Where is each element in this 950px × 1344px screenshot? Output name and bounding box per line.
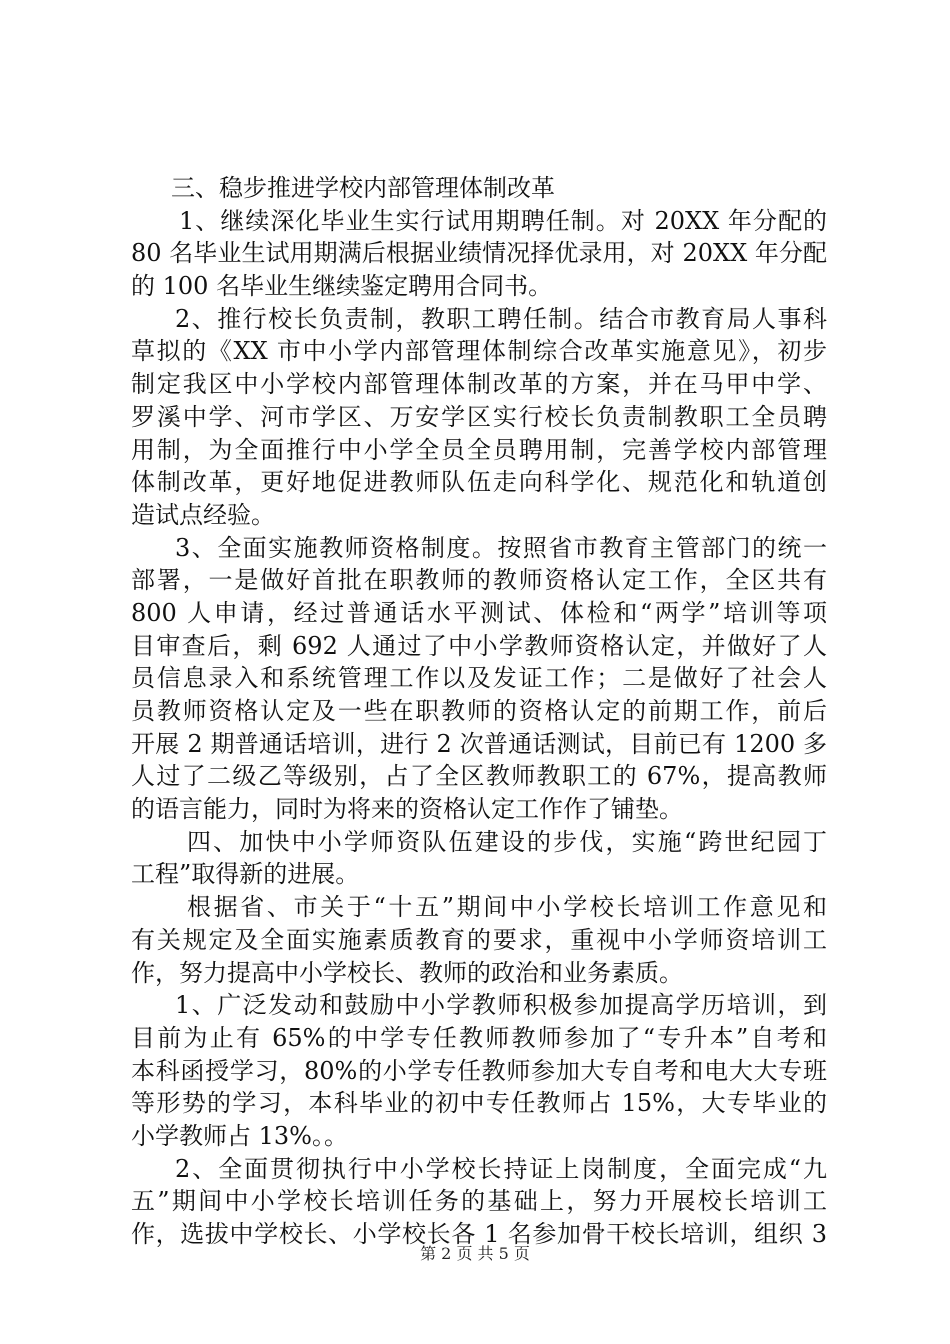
paragraph-line: 等形势的学习，本科毕业的初中专任教师占 15%，大专毕业的 <box>131 1089 827 1118</box>
paragraph-line: 1、广泛发动和鼓励中小学教师积极参加提高学历培训，到 <box>175 991 827 1020</box>
paragraph-line: 罗溪中学、河市学区、万安学区实行校长负责制教职工全员聘 <box>131 402 827 431</box>
paragraph-line: 作，选拔中学校长、小学校长各 1 名参加骨干校长培训，组织 3 <box>131 1220 827 1248</box>
section-heading-four: 四、加快中小学师资队伍建设的步伐，实施“跨世纪园丁 <box>187 827 827 856</box>
page-number-footer: 第 2 页 共 5 页 <box>420 1244 530 1263</box>
paragraph-line: 2、全面贯彻执行中小学校长持证上岗制度，全面完成“九 <box>175 1154 827 1183</box>
paragraph-line: 用制，为全面推行中小学全员全员聘用制，完善学校内部管理 <box>131 435 827 464</box>
paragraph-line: 员教师资格认定及一些在职教师的资格认定的前期工作，前后 <box>131 697 827 725</box>
paragraph-line: 员信息录入和系统管理工作以及发证工作；二是做好了社会人 <box>131 664 827 693</box>
paragraph-line: 本科函授学习，80%的小学专任教师参加大专自考和电大大专班 <box>131 1056 827 1085</box>
paragraph-line: 目前为止有 65%的中学专任教师教师参加了“专升本”自考和 <box>131 1023 827 1052</box>
paragraph-line: 1、继续深化毕业生实行试用期聘任制。对 20XX 年分配的 <box>179 206 827 235</box>
paragraph-line: 80 名毕业生试用期满后根据业绩情况择优录用，对 20XX 年分配 <box>131 239 827 268</box>
paragraph-line: 作，努力提高中小学校长、教师的政治和业务素质。 <box>131 958 683 987</box>
paragraph-line: 体制改革，更好地促进教师队伍走向科学化、规范化和轨道创 <box>131 468 827 497</box>
section-heading-four: 工程”取得新的进展。 <box>131 860 360 889</box>
paragraph-line: 部署，一是做好首批在职教师的教师资格认定工作，全区共有 <box>131 566 827 595</box>
paragraph-line: 目审查后，剩 692 人通过了中小学教师资格认定，并做好了人 <box>131 631 827 660</box>
paragraph-line: 2、推行校长负责制，教职工聘任制。结合市教育局人事科 <box>175 304 827 333</box>
document-body <box>131 172 827 1251</box>
paragraph-line: 人过了二级乙等级别，占了全区教师教职工的 67%，提高教师 <box>131 762 827 791</box>
section-heading-three: 三、稳步推进学校内部管理体制改革 <box>171 174 555 202</box>
paragraph-line: 制定我区中小学校内部管理体制改革的方案，并在马甲中学、 <box>131 370 827 399</box>
paragraph-line: 800 人申请，经过普通话水平测试、体检和“两学”培训等项 <box>131 598 827 627</box>
paragraph-line: 造试点经验。 <box>131 500 275 529</box>
paragraph-line: 根据省、市关于“十五”期间中小学校长培训工作意见和 <box>187 893 827 922</box>
paragraph-line: 3、全面实施教师资格制度。按照省市教育主管部门的统一 <box>175 533 827 562</box>
paragraph-line: 的语言能力，同时为将来的资格认定工作作了铺垫。 <box>131 795 683 824</box>
paragraph-line: 的 100 名毕业生继续鉴定聘用合同书。 <box>131 272 553 301</box>
paragraph-line: 开展 2 期普通话培训，进行 2 次普通话测试，目前已有 1200 多 <box>131 729 827 758</box>
paragraph-line: 小学教师占 13%。。 <box>131 1121 348 1150</box>
paragraph-line: 草拟的《XX 市中小学内部管理体制综合改革实施意见》，初步 <box>131 337 827 366</box>
paragraph-line: 五”期间中小学校长培训任务的基础上，努力开展校长培训工 <box>131 1187 827 1216</box>
paragraph-line: 有关规定及全面实施素质教育的要求，重视中小学师资培训工 <box>131 925 827 954</box>
